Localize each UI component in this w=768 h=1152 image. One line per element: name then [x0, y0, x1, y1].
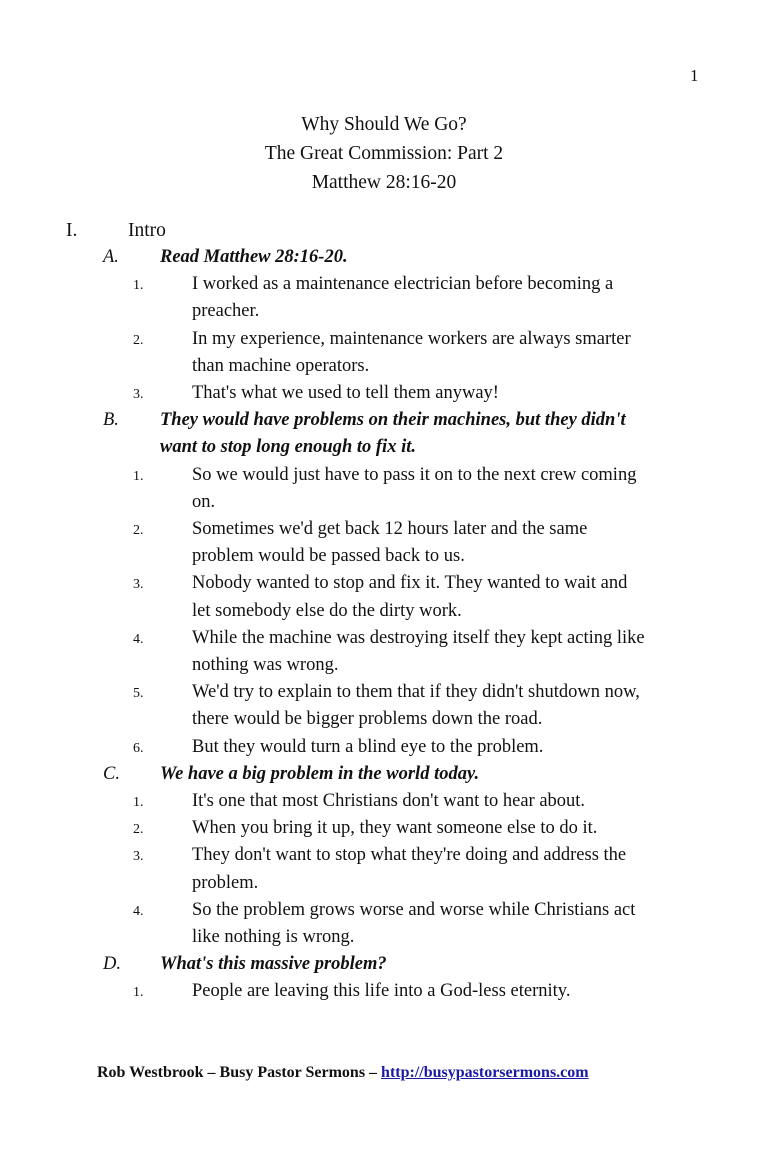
subsection-letter: C.: [103, 763, 120, 784]
list-item-number: 3.: [133, 387, 144, 402]
list-item-text: While the machine was destroying itself they kept acting like: [192, 627, 645, 648]
footer-link[interactable]: http://busypastorsermons.com: [381, 1064, 589, 1081]
page-number: 1: [690, 66, 699, 85]
list-item-text: problem would be passed back to us.: [192, 546, 465, 567]
list-item-text: Nobody wanted to stop and fix it. They wanted to wait and: [192, 573, 628, 594]
list-item-number: 3.: [133, 577, 144, 593]
list-item-number: 1.: [133, 278, 144, 294]
list-item-number: 4.: [133, 903, 144, 919]
subsection-heading: What's this massive problem?: [160, 954, 387, 975]
subsection-letter: B.: [103, 410, 119, 431]
list-item-text: there would be bigger problems down the road.: [192, 709, 543, 730]
list-item-number: 3.: [133, 849, 144, 865]
list-item-text: than machine operators.: [192, 355, 370, 376]
list-item-text: When you bring it up, they want someone else to do it.: [192, 818, 598, 839]
list-item-text: preacher.: [192, 301, 260, 322]
list-item-text: They don't want to stop what they're doing and address the: [192, 845, 627, 866]
list-item-number: 2.: [133, 332, 144, 348]
list-item-number: 6.: [133, 740, 144, 756]
sermon-title: Why Should We Go?: [301, 114, 467, 135]
list-item-text: nothing was wrong.: [192, 655, 339, 675]
list-item-text: like nothing is wrong.: [192, 927, 355, 947]
subsection-heading: We have a big problem in the world today.: [160, 763, 480, 784]
list-item-text: People are leaving this life into a God-less eternity.: [192, 981, 571, 1002]
subsection-heading: They would have problems on their machines, but they didn't: [160, 410, 626, 431]
sermon-title-block: [0, 110, 768, 197]
list-item-number: 1.: [133, 795, 144, 810]
footer: [97, 1064, 589, 1082]
section-numeral: I.: [66, 220, 78, 241]
list-item-number: 1.: [133, 985, 144, 1001]
list-item-text: It's one that most Christians don't want to hear about.: [192, 791, 586, 811]
list-item-number: 5.: [133, 686, 144, 702]
list-item-number: 4.: [133, 631, 144, 647]
list-item-text: I worked as a maintenance electrician before becoming a: [192, 274, 614, 295]
list-item-number: 2.: [133, 822, 144, 838]
list-item-text: problem.: [192, 872, 259, 893]
list-item-text: So the problem grows worse and worse while Christians act: [192, 899, 636, 920]
subsection-letter: D.: [103, 954, 121, 975]
subsection-heading: want to stop long enough to fix it.: [160, 437, 416, 458]
list-item-text: We'd try to explain to them that if they didn't shutdown now,: [192, 682, 640, 703]
list-item-text: In my experience, maintenance workers are always smarter: [192, 328, 631, 349]
list-item-text: on.: [192, 491, 216, 512]
footer-credit: Rob Westbrook – Busy Pastor Sermons –: [97, 1064, 382, 1081]
list-item-text: So we would just have to pass it on to the next crew coming: [192, 464, 637, 485]
subsection-letter: A.: [103, 247, 119, 267]
list-item-number: 1.: [133, 468, 144, 484]
subsection-heading: Read Matthew 28:16-20.: [160, 247, 348, 267]
list-item-text: But they would turn a blind eye to the problem.: [192, 736, 544, 757]
list-item-text: Sometimes we'd get back 12 hours later and the same: [192, 519, 588, 539]
section-title: Intro: [128, 220, 166, 241]
list-item-number: 2.: [133, 523, 144, 538]
list-item-text: That's what we used to tell them anyway!: [192, 383, 499, 403]
sermon-subtitle: The Great Commission: Part 2: [264, 143, 504, 164]
list-item-text: let somebody else do the dirty work.: [192, 600, 462, 621]
scripture-reference: Matthew 28:16-20: [311, 172, 457, 193]
